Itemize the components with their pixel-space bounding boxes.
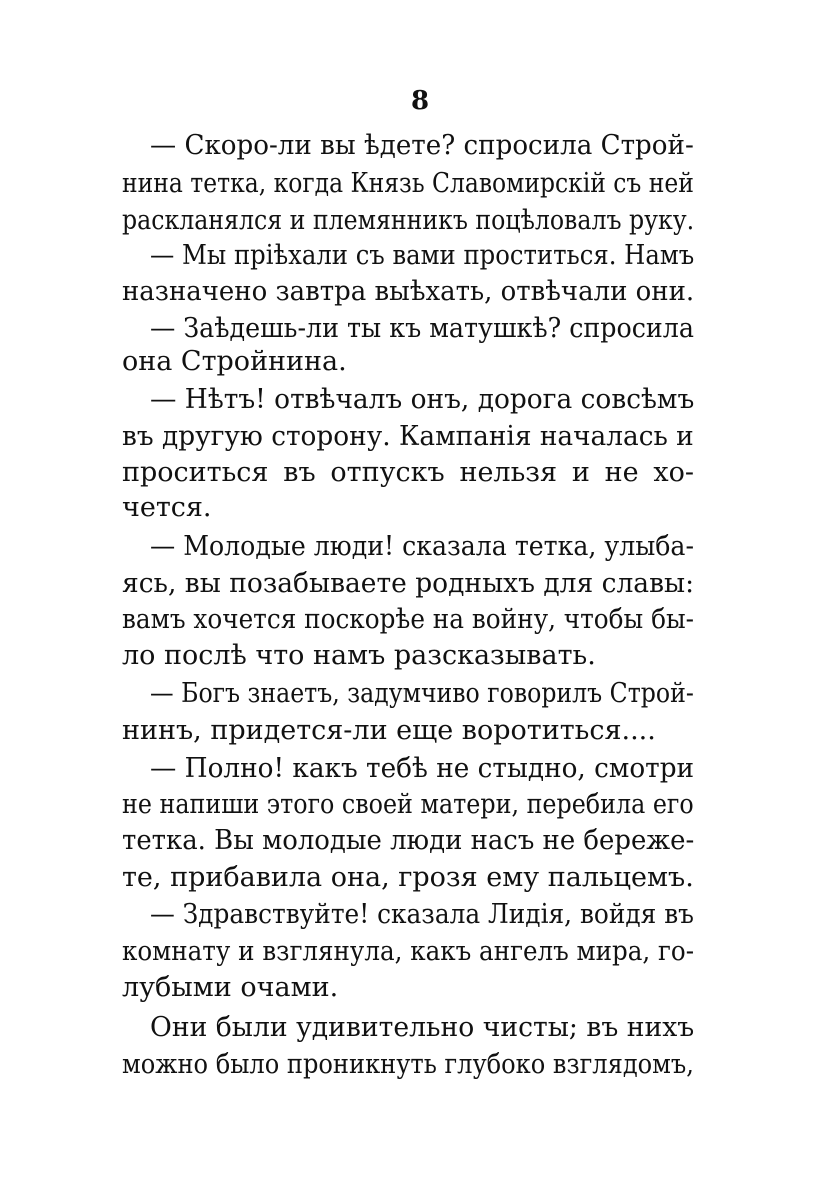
text-line	[150, 384, 694, 416]
text-line-content: нинъ, придется-ли еще воротиться....	[122, 715, 656, 746]
text-line	[150, 899, 694, 931]
text-line	[122, 640, 596, 672]
text-line-content: Они были удивительно чисты; въ нихъ	[150, 1012, 695, 1043]
text-line-content: — Нѣтъ! отвѣчалъ онъ, дорога совсѣмъ	[150, 384, 695, 415]
text-line-content: она Стройнина.	[122, 346, 347, 377]
text-line-content: — Полно! какъ тебѣ не стыдно, смотри	[150, 753, 695, 784]
text-line-content: ло послѣ что намъ разсказывать.	[122, 640, 596, 671]
text-line-content: комнату и взглянула, какъ ангелъ мира, го-	[122, 936, 695, 967]
text-line	[150, 313, 694, 345]
text-line-content: — Мы пріѣхали съ вами проститься. Намъ	[150, 240, 695, 271]
text-line-content: чется.	[122, 492, 212, 523]
text-line-content: въ другую сторону. Кампанія началась и	[122, 421, 694, 452]
text-line	[150, 531, 694, 563]
text-line	[122, 862, 694, 894]
text-line	[122, 789, 694, 821]
text-line-content: — Заѣдешь-ли ты къ матушкѣ? спросила	[150, 313, 694, 344]
text-line-content: — Скоро-ли вы ѣдете? спросила Строй-	[150, 130, 694, 161]
text-line-content: нина тетка, когда Князь Славомирскій съ ней	[122, 168, 694, 199]
text-line	[122, 346, 347, 378]
text-line-content: — Здравствуйте! сказала Лидія, войдя въ	[150, 899, 694, 930]
text-line-content: назначено завтра выѣхать, отвѣчали они.	[122, 276, 695, 307]
text-line	[122, 205, 776, 237]
page-number: 8	[410, 86, 430, 116]
text-line	[122, 1049, 694, 1081]
text-line	[150, 1012, 694, 1044]
text-line	[122, 276, 717, 308]
text-line	[122, 972, 338, 1004]
text-line	[150, 130, 694, 162]
text-line-content: можно было проникнуть глубоко взглядомъ,	[122, 1049, 694, 1080]
text-line-content: не напиши этого своей матери, перебила его	[122, 789, 694, 820]
text-line	[122, 421, 694, 453]
text-line-content: — Богъ знаетъ, задумчиво говорилъ Строй-	[150, 678, 694, 709]
text-line	[122, 492, 212, 524]
text-line	[122, 568, 694, 600]
text-line-content: — Молодые люди! сказала тетка, улыба-	[150, 531, 694, 562]
text-line-content: тетка. Вы молодые люди насъ не береже-	[122, 825, 695, 856]
text-line	[150, 753, 694, 785]
text-line	[122, 168, 694, 200]
text-line-content: ясь, вы позабываете родныхъ для славы:	[122, 568, 694, 599]
text-line	[122, 604, 694, 636]
text-line-content: лубыми очами.	[122, 972, 339, 1003]
text-line-content: проситься въ отпускъ нельзя и не хо-	[122, 457, 694, 488]
text-line	[122, 715, 656, 747]
text-line	[122, 457, 694, 489]
text-line	[150, 240, 694, 272]
text-line-content: вамъ хочется поскорѣе на войну, чтобы бы-	[122, 604, 694, 635]
text-line-content: те, прибавила она, грозя ему пальцемъ.	[122, 862, 694, 893]
text-line-content: раскланялся и племянникъ поцѣловалъ руку.	[122, 205, 695, 236]
text-line	[150, 678, 694, 710]
text-line	[122, 825, 694, 857]
text-line	[122, 936, 694, 968]
